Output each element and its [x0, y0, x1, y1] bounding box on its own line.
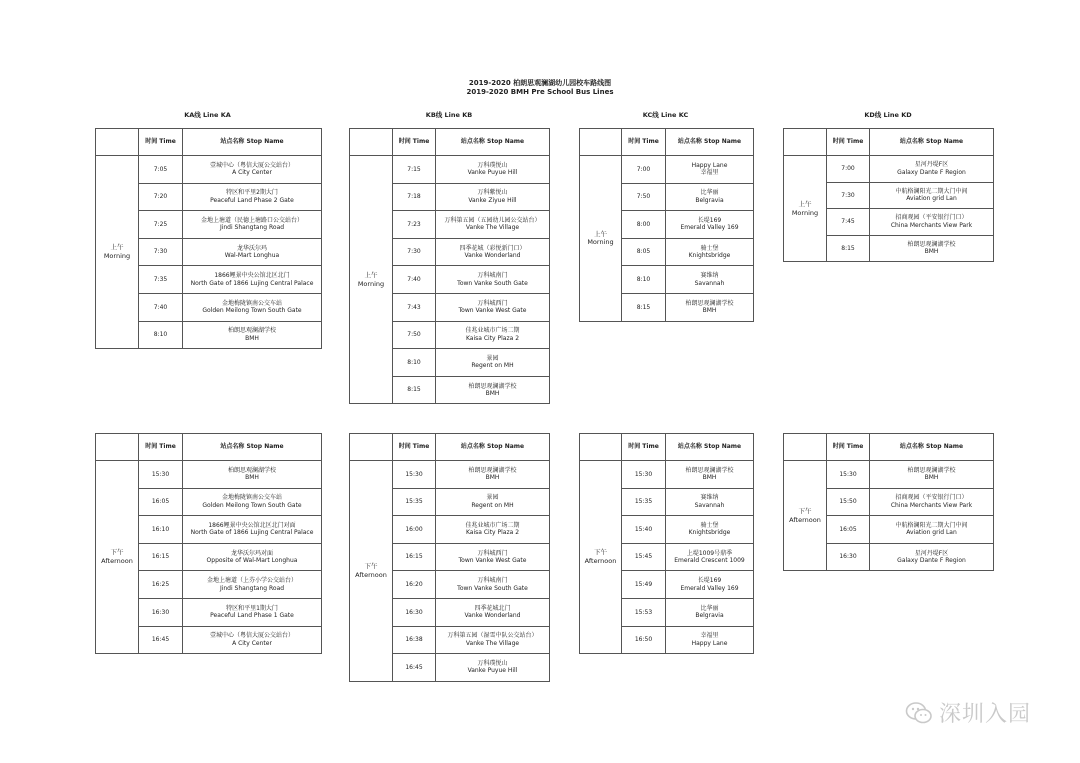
- time-cell: 7:35: [139, 266, 183, 294]
- stop-name-en: Jindi Shangtang Road: [219, 584, 285, 592]
- stop-name-en: North Gate of 1866 Lujing Central Palace: [190, 279, 314, 287]
- stop-cell: [183, 516, 322, 544]
- stop-name-cn: 1866鲤景中央公馆北区北门: [214, 272, 290, 280]
- time-cell: 15:53: [622, 598, 666, 626]
- stop-cell: [183, 543, 322, 571]
- period-cell: [784, 156, 827, 262]
- stop-name-cn: 赛维纳: [700, 494, 719, 502]
- time-cell: 7:50: [622, 183, 666, 211]
- stop-name-en: 幸福里: [700, 169, 719, 177]
- stop-header: 站点名称 Stop Name: [436, 129, 550, 156]
- stop-header: 站点名称 Stop Name: [666, 129, 754, 156]
- time-header: 时间 Time: [827, 129, 870, 156]
- time-cell: 16:30: [827, 543, 870, 571]
- time-cell: 16:45: [393, 654, 436, 682]
- stop-name-cn: 金地梅陇镇南公交车站: [221, 299, 282, 307]
- stop-name-en: A City Center: [232, 639, 272, 647]
- period-cell: [350, 461, 393, 682]
- stop-cell: [183, 293, 322, 321]
- table-row: [96, 461, 322, 489]
- stop-cell: [183, 321, 322, 349]
- stop-header: 站点名称 Stop Name: [666, 434, 754, 461]
- stop-cell: [666, 488, 754, 516]
- time-cell: 16:10: [139, 516, 183, 544]
- time-cell: 15:35: [393, 488, 436, 516]
- time-cell: 7:30: [393, 238, 436, 266]
- stop-header: 站点名称 Stop Name: [870, 129, 994, 156]
- period-label-en: Morning: [791, 208, 819, 217]
- kb-afternoon-table: [349, 433, 550, 682]
- stop-name-cn: 金地上塘道（民德上塘路口公交站台）: [200, 216, 303, 224]
- stop-name-en: Town Vanke South Gate: [457, 584, 528, 592]
- wechat-icon: [905, 701, 933, 725]
- time-cell: 7:00: [622, 156, 666, 184]
- stop-name-cn: 骑士堡: [700, 521, 719, 529]
- stop-cell: [436, 321, 550, 349]
- period-header-blank: [96, 129, 139, 156]
- period-header-blank: [350, 434, 393, 461]
- stop-name-cn: 中航格澜阳光二期大门中间: [895, 187, 968, 195]
- time-cell: 16:30: [393, 598, 436, 626]
- period-label-cn: 下午: [364, 562, 378, 571]
- period-header-blank: [350, 129, 393, 156]
- stop-name-cn: 柏朗思观澜湖学校: [227, 327, 276, 335]
- stop-name-cn: 万科城南门: [477, 272, 508, 280]
- stop-name-en: Vanke Wonderland: [464, 612, 521, 620]
- line-label-ka: KA线 Line KA: [184, 111, 231, 119]
- stop-name-en: Peaceful Land Phase 2 Gate: [210, 196, 294, 204]
- time-cell: 7:20: [139, 183, 183, 211]
- period-cell: [580, 461, 622, 654]
- ka-morning-table: [95, 128, 322, 349]
- stop-name-en: BMH: [924, 474, 939, 482]
- stop-name-cn: 星河丹堤F区: [914, 161, 949, 169]
- stop-cell: [870, 235, 994, 262]
- stop-cell: [666, 543, 754, 571]
- time-cell: 7:43: [393, 293, 436, 321]
- stop-name-cn: 万科城西门: [477, 299, 508, 307]
- stop-name-en: Emerald Valley 169: [680, 584, 739, 592]
- stop-header: 站点名称 Stop Name: [870, 434, 994, 461]
- period-label-cn: 上午: [798, 199, 812, 208]
- stop-name-cn: 比华丽: [700, 604, 719, 612]
- stop-cell: [436, 571, 550, 599]
- stop-name-en: BMH: [702, 307, 717, 315]
- stop-name-en: Emerald Crescent 1009: [674, 557, 745, 565]
- stop-name-cn: 万科城西门: [477, 549, 508, 557]
- time-cell: 15:49: [622, 571, 666, 599]
- stop-name-en: Vanke The Village: [465, 224, 520, 232]
- stop-name-en: BMH: [924, 248, 939, 256]
- stop-cell: [183, 266, 322, 294]
- time-cell: 16:15: [393, 543, 436, 571]
- time-cell: 8:15: [393, 376, 436, 404]
- stop-name-en: BMH: [245, 334, 259, 342]
- stop-name-en: Vanke Wonderland: [464, 252, 521, 260]
- stop-name-cn: 招商观园（平安银行门口）: [895, 214, 968, 222]
- stop-cell: [436, 598, 550, 626]
- time-cell: 15:30: [827, 461, 870, 489]
- time-cell: 7:18: [393, 183, 436, 211]
- stop-name-en: Belgravia: [695, 612, 724, 620]
- time-cell: 16:00: [393, 516, 436, 544]
- document-title-cn: 2019-2020 柏朗思观澜湖幼儿园校车路线图: [468, 79, 612, 87]
- stop-name-en: China Merchants View Park: [890, 501, 973, 509]
- stop-name-cn: 幸福里: [700, 632, 719, 640]
- stop-name-cn: 柏朗思观澜湖学校: [685, 466, 734, 474]
- period-label-cn: 下午: [594, 548, 607, 557]
- time-header: 时间 Time: [622, 434, 666, 461]
- time-cell: 8:10: [622, 266, 666, 294]
- time-header: 时间 Time: [393, 129, 436, 156]
- stop-name-en: Vanke Ziyue Hill: [468, 196, 517, 204]
- stop-name-cn: 万科城南门: [477, 577, 508, 585]
- period-cell: [96, 156, 139, 349]
- stop-cell: [870, 516, 994, 544]
- stop-name-cn: 招商观园（平安银行门口）: [895, 494, 968, 502]
- time-cell: 7:05: [139, 156, 183, 184]
- stop-header: 站点名称 Stop Name: [183, 434, 322, 461]
- time-cell: 7:23: [393, 211, 436, 239]
- stop-cell: [870, 461, 994, 489]
- stop-name-cn: 星河丹堤F区: [914, 549, 949, 557]
- stop-cell: [666, 626, 754, 654]
- stop-name-cn: 长堤169: [697, 577, 722, 585]
- period-label-cn: 下午: [110, 548, 124, 557]
- stop-cell: [666, 598, 754, 626]
- stop-name-cn: 龙华沃尔玛对面: [230, 549, 273, 557]
- stop-name-cn: 龙华沃尔玛: [236, 244, 267, 252]
- watermark-text: 深圳入园: [939, 702, 1032, 727]
- stop-name-cn: 柏朗思观澜湖学校: [685, 299, 734, 307]
- stop-name-en: Town Vanke South Gate: [457, 279, 528, 287]
- time-cell: 16:45: [139, 626, 183, 654]
- stop-name-en: Kaisa City Plaza 2: [465, 334, 520, 342]
- table-row: [580, 156, 754, 184]
- time-cell: 16:15: [139, 543, 183, 571]
- stop-name-cn: 上堤1009号鼎季: [686, 549, 733, 557]
- stop-name-en: BMH: [245, 474, 259, 482]
- time-cell: 16:25: [139, 571, 183, 599]
- time-cell: 15:30: [393, 461, 436, 489]
- stop-name-en: Wal-Mart Longhua: [224, 252, 280, 260]
- stop-cell: [666, 516, 754, 544]
- stop-name-en: BMH: [485, 390, 500, 398]
- stop-cell: [436, 293, 550, 321]
- stop-cell: [436, 211, 550, 239]
- table-row: [96, 156, 322, 184]
- time-cell: 7:40: [393, 266, 436, 294]
- time-cell: 8:00: [622, 211, 666, 239]
- stop-name-en: Town Vanke West Gate: [458, 557, 527, 565]
- stop-cell: [436, 349, 550, 377]
- time-cell: 15:30: [622, 461, 666, 489]
- line-label-kd: KD线 Line KD: [864, 111, 912, 119]
- stop-name-cn: 特区和平里2期大门: [226, 189, 278, 197]
- stop-name-en: Aviation grid Lan: [906, 529, 957, 537]
- period-label-en: Morning: [587, 238, 614, 247]
- time-cell: 7:30: [139, 238, 183, 266]
- line-label-kb: KB线 Line KB: [425, 111, 473, 119]
- stop-name-en: Vanke The Village: [465, 639, 520, 647]
- period-header-blank: [580, 129, 622, 156]
- period-label-en: Afternoon: [101, 557, 133, 566]
- stop-name-en: Galaxy Dante F Region: [897, 557, 966, 565]
- time-cell: 7:25: [139, 211, 183, 239]
- watermark: [905, 697, 1031, 728]
- period-header-blank: [784, 129, 827, 156]
- stop-name-cn: 柏朗思观澜湖学校: [468, 382, 517, 390]
- table-row: [784, 461, 994, 489]
- stop-name-cn: 佳兆业城市广场二期: [465, 521, 520, 529]
- time-cell: 8:10: [139, 321, 183, 349]
- stop-name-cn: Happy Lane: [691, 161, 728, 169]
- time-cell: 7:30: [827, 182, 870, 209]
- time-cell: 16:20: [393, 571, 436, 599]
- stop-name-en: Belgravia: [695, 196, 724, 204]
- stop-name-en: BMH: [702, 474, 717, 482]
- stop-name-cn: 柏朗思观澜湖学校: [907, 466, 956, 474]
- table-row: [350, 156, 550, 184]
- stop-name-cn: 万科璞悦山: [477, 161, 508, 169]
- ka-afternoon-table: [95, 433, 322, 654]
- stop-name-en: Happy Lane: [691, 639, 728, 647]
- stop-name-en: Peaceful Land Phase 1 Gate: [210, 612, 294, 620]
- stop-name-cn: 金地梅陇镇南公交车站: [221, 494, 282, 502]
- kd-morning-table: [783, 128, 994, 262]
- stop-name-en: China Merchants View Park: [890, 221, 973, 229]
- stop-cell: [183, 183, 322, 211]
- stop-cell: [183, 571, 322, 599]
- time-cell: 15:50: [827, 488, 870, 516]
- table-row: [580, 461, 754, 489]
- stop-cell: [666, 238, 754, 266]
- period-header-blank: [96, 434, 139, 461]
- kc-morning-table: [579, 128, 754, 322]
- time-cell: 16:05: [139, 488, 183, 516]
- stop-cell: [870, 182, 994, 209]
- period-label-cn: 上午: [594, 229, 607, 238]
- stop-name-en: Town Vanke West Gate: [458, 307, 527, 315]
- stop-cell: [436, 516, 550, 544]
- stop-name-en: BMH: [485, 474, 500, 482]
- period-label-cn: 上午: [110, 243, 124, 252]
- kc-afternoon-table: [579, 433, 754, 654]
- stop-cell: [666, 571, 754, 599]
- stop-name-cn: 四季花城（彩悦新门口）: [459, 244, 526, 252]
- stop-name-en: Knightsbridge: [688, 529, 731, 537]
- stop-name-en: Emerald Valley 169: [680, 224, 739, 232]
- time-cell: 16:05: [827, 516, 870, 544]
- stop-name-en: Golden Meilong Town South Gate: [202, 307, 302, 315]
- stop-cell: [183, 461, 322, 489]
- stop-cell: [436, 183, 550, 211]
- stop-name-cn: 壹城中心（粤信大厦公交站台）: [209, 161, 294, 169]
- stop-name-cn: 特区和平里1期大门: [226, 604, 278, 612]
- stop-cell: [183, 211, 322, 239]
- stop-cell: [183, 156, 322, 184]
- stop-name-en: Vanke Puyue Hill: [467, 169, 518, 177]
- stop-name-cn: 四季花城北门: [474, 604, 511, 612]
- stop-cell: [436, 376, 550, 404]
- stop-header: 站点名称 Stop Name: [436, 434, 550, 461]
- stop-cell: [666, 183, 754, 211]
- period-label-en: Morning: [103, 252, 131, 261]
- stop-cell: [436, 266, 550, 294]
- stop-cell: [870, 543, 994, 571]
- stop-cell: [436, 654, 550, 682]
- stop-cell: [666, 461, 754, 489]
- stop-name-en: Savannah: [694, 279, 725, 287]
- stop-cell: [436, 461, 550, 489]
- time-cell: 15:30: [139, 461, 183, 489]
- time-header: 时间 Time: [139, 434, 183, 461]
- stop-name-en: Vanke Puyue Hill: [467, 667, 518, 675]
- kd-afternoon-table: [783, 433, 994, 571]
- stop-name-en: Kaisa City Plaza 2: [465, 529, 520, 537]
- period-cell: [580, 156, 622, 322]
- stop-name-en: Golden Meilong Town South Gate: [202, 501, 302, 509]
- stop-cell: [870, 209, 994, 236]
- stop-name-cn: 柏朗思观澜湖学校: [468, 466, 517, 474]
- time-header: 时间 Time: [393, 434, 436, 461]
- stop-name-en: Opposite of Wal-Mart Longhua: [206, 557, 298, 565]
- stop-cell: [436, 156, 550, 184]
- stop-name-cn: 万科璞悦山: [477, 659, 508, 667]
- stop-name-en: Jindi Shangtang Road: [219, 224, 285, 232]
- period-header-blank: [580, 434, 622, 461]
- stop-cell: [436, 626, 550, 654]
- period-label-en: Afternoon: [789, 515, 821, 524]
- period-cell: [784, 461, 827, 571]
- stop-name-en: North Gate of 1866 Lujing Central Palace: [190, 529, 314, 537]
- time-cell: 7:45: [827, 209, 870, 236]
- kb-morning-table: [349, 128, 550, 404]
- stop-name-cn: 柏朗思观澜湖学校: [227, 466, 276, 474]
- time-cell: 7:40: [139, 293, 183, 321]
- stop-name-en: Knightsbridge: [688, 252, 731, 260]
- stop-cell: [183, 598, 322, 626]
- stop-name-cn: 赛维纳: [700, 272, 719, 280]
- period-header-blank: [784, 434, 827, 461]
- stop-header: 站点名称 Stop Name: [183, 129, 322, 156]
- stop-name-en: Aviation grid Lan: [906, 195, 957, 203]
- period-label-cn: 上午: [364, 270, 378, 279]
- stop-name-cn: 万科第五园（湿雪中队公交站台）: [447, 632, 538, 640]
- stop-name-en: Savannah: [694, 501, 725, 509]
- stop-cell: [183, 488, 322, 516]
- stop-cell: [436, 543, 550, 571]
- period-label-en: Afternoon: [584, 557, 617, 566]
- period-label-en: Morning: [357, 279, 385, 288]
- stop-name-cn: 金地上塘道（上芬小学公交站台）: [206, 577, 297, 585]
- time-cell: 15:45: [622, 543, 666, 571]
- time-cell: 16:50: [622, 626, 666, 654]
- time-cell: 8:15: [827, 235, 870, 262]
- stop-name-cn: 万科紫悦山: [477, 189, 508, 197]
- stop-cell: [183, 238, 322, 266]
- time-header: 时间 Time: [827, 434, 870, 461]
- table-row: [350, 461, 550, 489]
- time-cell: 15:40: [622, 516, 666, 544]
- stop-name-cn: 1866鲤景中央公馆北区北门对面: [208, 521, 296, 529]
- stop-cell: [666, 293, 754, 321]
- stop-cell: [436, 238, 550, 266]
- stop-name-cn: 景园: [486, 354, 499, 362]
- stop-name-en: Galaxy Dante F Region: [897, 168, 966, 176]
- stop-cell: [870, 156, 994, 183]
- line-label-kc: KC线 Line KC: [642, 111, 689, 119]
- stop-name-cn: 长堤169: [697, 216, 722, 224]
- stop-cell: [183, 626, 322, 654]
- time-header: 时间 Time: [139, 129, 183, 156]
- time-cell: 7:00: [827, 156, 870, 183]
- time-cell: 15:35: [622, 488, 666, 516]
- stop-name-en: Regent on MH: [471, 501, 514, 509]
- time-cell: 8:15: [622, 293, 666, 321]
- stop-name-en: Regent on MH: [471, 362, 514, 370]
- stop-cell: [870, 488, 994, 516]
- stop-name-cn: 佳兆业城市广场二期: [465, 327, 520, 335]
- time-cell: 16:38: [393, 626, 436, 654]
- stop-name-cn: 景园: [486, 494, 499, 502]
- time-cell: 8:10: [393, 349, 436, 377]
- document-title-en: 2019-2020 BMH Pre School Bus Lines: [466, 88, 614, 96]
- period-cell: [350, 156, 393, 404]
- stop-cell: [666, 266, 754, 294]
- time-header: 时间 Time: [622, 129, 666, 156]
- stop-name-en: A City Center: [232, 169, 272, 177]
- period-label-en: Afternoon: [355, 570, 387, 579]
- time-cell: 16:30: [139, 598, 183, 626]
- time-cell: 8:05: [622, 238, 666, 266]
- stop-cell: [436, 488, 550, 516]
- stop-name-cn: 中航格澜阳光二期大门中间: [895, 521, 968, 529]
- stop-name-cn: 万科第五园（五园幼儿园公交站台）: [444, 216, 541, 224]
- stop-name-cn: 骑士堡: [700, 244, 719, 252]
- stop-name-cn: 比华丽: [700, 189, 719, 197]
- period-label-cn: 下午: [798, 506, 812, 515]
- table-row: [784, 156, 994, 183]
- period-cell: [96, 461, 139, 654]
- stop-cell: [666, 211, 754, 239]
- stop-name-cn: 柏朗思观澜湖学校: [907, 240, 956, 248]
- stop-name-cn: 壹城中心（粤信大厦公交站台）: [209, 632, 294, 640]
- stop-cell: [666, 156, 754, 184]
- time-cell: 7:15: [393, 156, 436, 184]
- time-cell: 7:50: [393, 321, 436, 349]
